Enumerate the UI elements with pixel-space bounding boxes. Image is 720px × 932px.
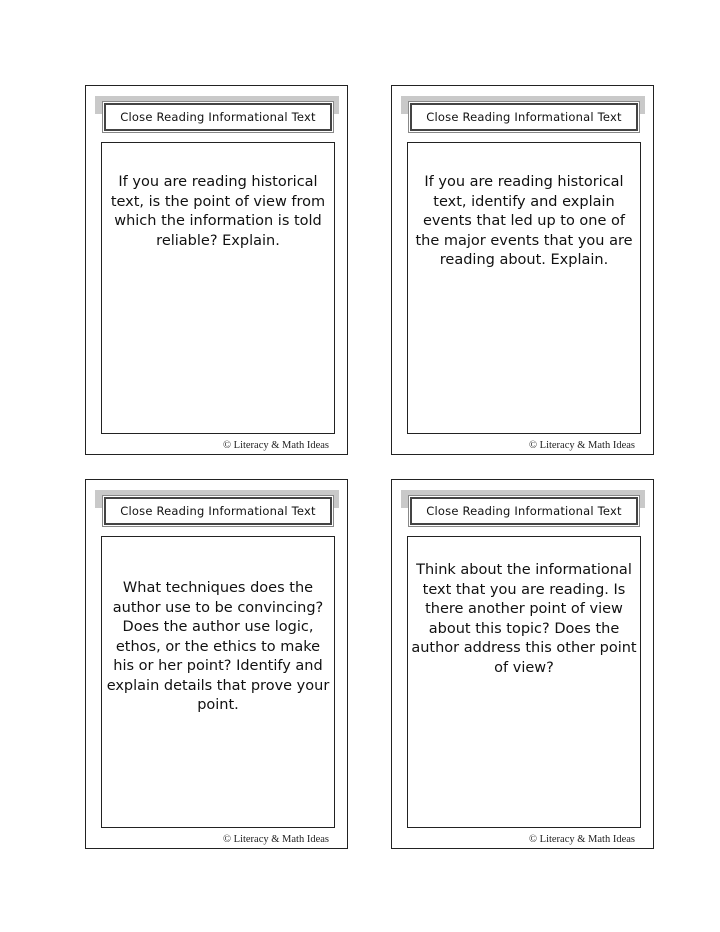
card-copyright: © Literacy & Math Ideas: [223, 834, 329, 845]
card-copyright: © Literacy & Math Ideas: [223, 440, 329, 451]
card-copyright: © Literacy & Math Ideas: [529, 834, 635, 845]
card-prompt-box: [101, 536, 335, 828]
task-card-4: [391, 479, 654, 849]
card-prompt: If you are reading historical text, identify and explain events that led up to one of the major events that you are reading about. Explain.: [415, 174, 633, 268]
card-prompt: If you are reading historical text, is the point of view from which the information is told reliable? Explain.: [110, 174, 326, 249]
card-title: Close Reading Informational Text: [104, 103, 332, 131]
task-card-1: [85, 85, 348, 455]
card-title: Close Reading Informational Text: [410, 497, 638, 525]
card-prompt-box: [101, 142, 335, 434]
card-prompt-box: [407, 536, 641, 828]
task-card-3: [85, 479, 348, 849]
card-title: Close Reading Informational Text: [410, 103, 638, 131]
card-copyright: © Literacy & Math Ideas: [529, 440, 635, 451]
card-prompt-box: [407, 142, 641, 434]
card-prompt: What techniques does the author use to be convincing? Does the author use logic, ethos, or the ethics to make his or her point? Identify and explain details that prove your point.: [106, 580, 330, 713]
card-title: Close Reading Informational Text: [104, 497, 332, 525]
task-card-2: [391, 85, 654, 455]
card-prompt: Think about the informational text that you are reading. Is there another point of view about this topic? Does the author address this other point of view?: [411, 562, 637, 676]
